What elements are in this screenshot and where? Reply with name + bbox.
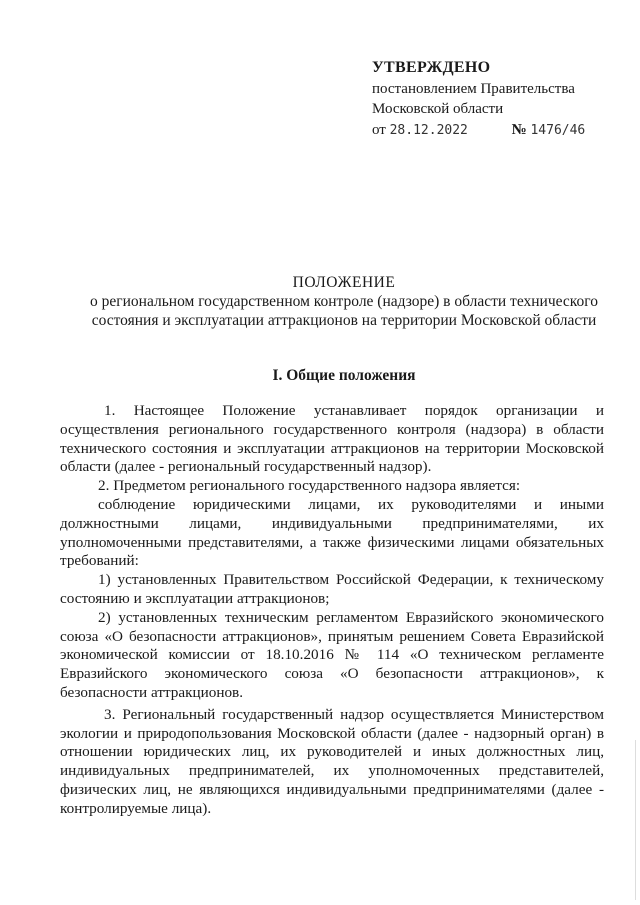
scan-edge-line [635, 740, 636, 900]
number-sign: № [511, 121, 527, 138]
paragraph-5: 2) установленных техническим регламентом Евразийского экономического союза «О безопасности аттракционов», принятым решением Совета Евразийской экономической комиссии от 18.10.2016 № 114 «О техническом регламенте Евразийского экономического союза «О безопасности аттракционов», к безопасности аттракционов. [60, 608, 604, 701]
approval-line-2: Московской области [372, 101, 504, 117]
paragraph-2: 2. Предметом регионального государственного надзора является: [98, 477, 521, 495]
document-subtitle-line-2: состояния и эксплуатации аттракционов на территории Московской области [91, 312, 597, 329]
document-title: ПОЛОЖЕНИЕ [292, 274, 396, 291]
document-title-block [60, 273, 628, 330]
approval-date: 28.12.2022 [389, 122, 468, 138]
paragraph-4: 1) установленных Правительством Российской Федерации, к техническому состоянию и эксплуатации аттракционов; [60, 571, 604, 607]
approval-date-line [372, 120, 632, 142]
approval-stamp [372, 58, 632, 141]
paragraph-3: соблюдение юридическими лицами, их руководителями и иными должностными лицами, индивидуальными предпринимателями, их уполномоченными представителями, а также физическими лицами обязательных требований: [60, 495, 604, 570]
date-prefix: от [372, 121, 386, 138]
section-heading: I. Общие положения [272, 367, 416, 384]
approval-word: УТВЕРЖДЕНО [372, 59, 491, 76]
approval-line-1: постановлением Правительства [372, 80, 575, 97]
paragraph-1: 1. Настоящее Положение устанавливает порядок организации и осуществления регионального государственного контроля (надзора) в области технического состояния и эксплуатации аттракционов на территории Московской области (далее - региональный государственный надзор). [60, 402, 604, 476]
document-subtitle-line-1: о региональном государственном контроле (надзоре) в области технического [90, 293, 598, 310]
approval-number: 1476/46 [530, 122, 586, 138]
paragraph-6: 3. Региональный государственный надзор осуществляется Министерством экологии и природопользования Московской области (далее - надзорный орган) в отношении юридических лиц, их руководителей и иных должностных лиц, индивидуальных предпринимателей, их уполномоченных представителей, физических лиц, не являющихся индивидуальными предпринимателями (далее - контролируемые лица). [60, 705, 604, 817]
document-body [60, 402, 604, 819]
